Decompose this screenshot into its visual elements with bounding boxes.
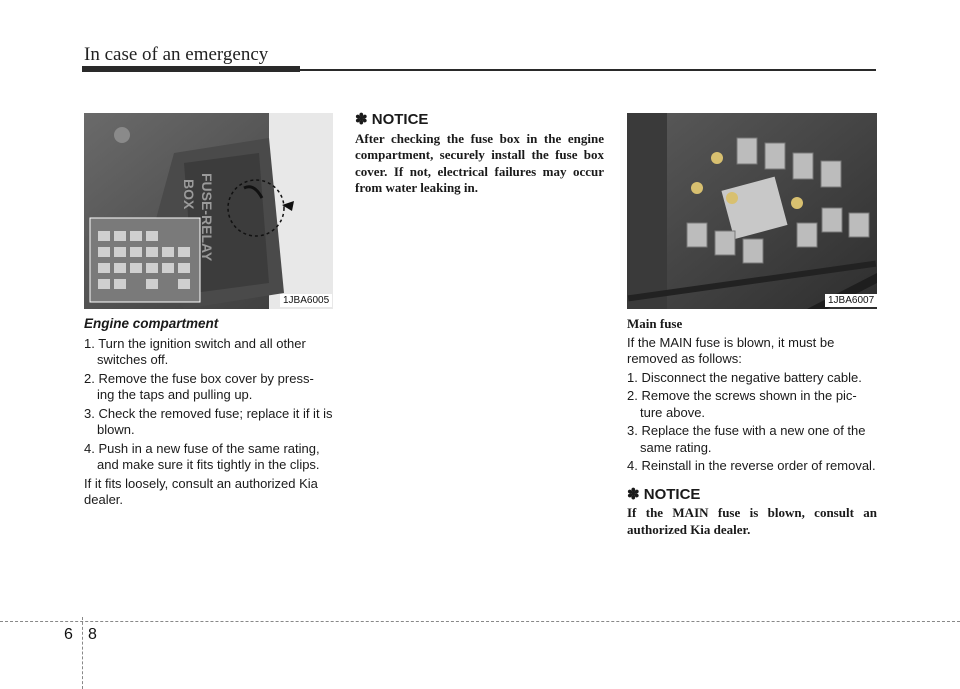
engine-compartment-photo (84, 113, 333, 309)
list-item: 2. Remove the fuse box cover by press- ing the taps and pulling up. (84, 370, 314, 402)
left-column (84, 316, 333, 511)
list-item: 3. Replace the fuse with a new one of the same rating. (627, 423, 866, 455)
main-fuse-steps (627, 370, 877, 475)
main-fuse-photo (627, 113, 877, 309)
list-item: 1. Turn the ignition switch and all other switches off. (84, 335, 306, 367)
header-rule-thick (82, 66, 300, 72)
main-fuse-heading: Main fuse (627, 316, 683, 331)
footer-divider (82, 617, 83, 689)
main-fuse-intro: If the MAIN fuse is blown, it must be removed as follows: (627, 334, 835, 366)
right-photo-caption: 1JBA6007 (825, 294, 877, 307)
engine-compartment-heading: Engine compartment (84, 316, 219, 331)
middle-notice (355, 112, 604, 197)
list-item: 2. Remove the screws shown in the pic- ture above. (627, 388, 857, 420)
footer-rule (0, 621, 960, 622)
chapter-title: In case of an emergency (84, 44, 269, 65)
list-item: 1. Disconnect the negative battery cable. (627, 369, 862, 385)
page-number: 8 (88, 626, 97, 643)
left-photo-caption: 1JBA6005 (280, 294, 332, 307)
list-item: 4. Push in a new fuse of the same rating, and make sure it fits tightly in the clips. (84, 440, 320, 472)
main-fuse-notice-title: ✽ NOTICE (627, 485, 701, 503)
notice-body: After checking the fuse box in the engine compartment, securely install the fuse box cover. If not, electrical failures may occur from water leaking in. (355, 130, 604, 195)
notice-title: ✽ NOTICE (355, 111, 429, 128)
main-fuse-notice-body: If the MAIN fuse is blown, consult an authorized Kia dealer. (627, 505, 877, 537)
loose-fit-note: If it fits loosely, consult an authorized Kia dealer. (84, 475, 318, 507)
list-item: 3. Check the removed fuse; replace it if it is blown. (84, 405, 333, 437)
fuse-box-sub-label: BOX (181, 179, 197, 210)
fuse-relay-box-label: FUSE-RELAY (199, 173, 215, 262)
header-rule-thin (300, 69, 876, 71)
engine-compartment-steps (84, 336, 333, 474)
right-column (627, 316, 877, 538)
list-item: 4. Reinstall in the reverse order of removal. (627, 458, 876, 473)
section-number: 6 (64, 626, 73, 643)
